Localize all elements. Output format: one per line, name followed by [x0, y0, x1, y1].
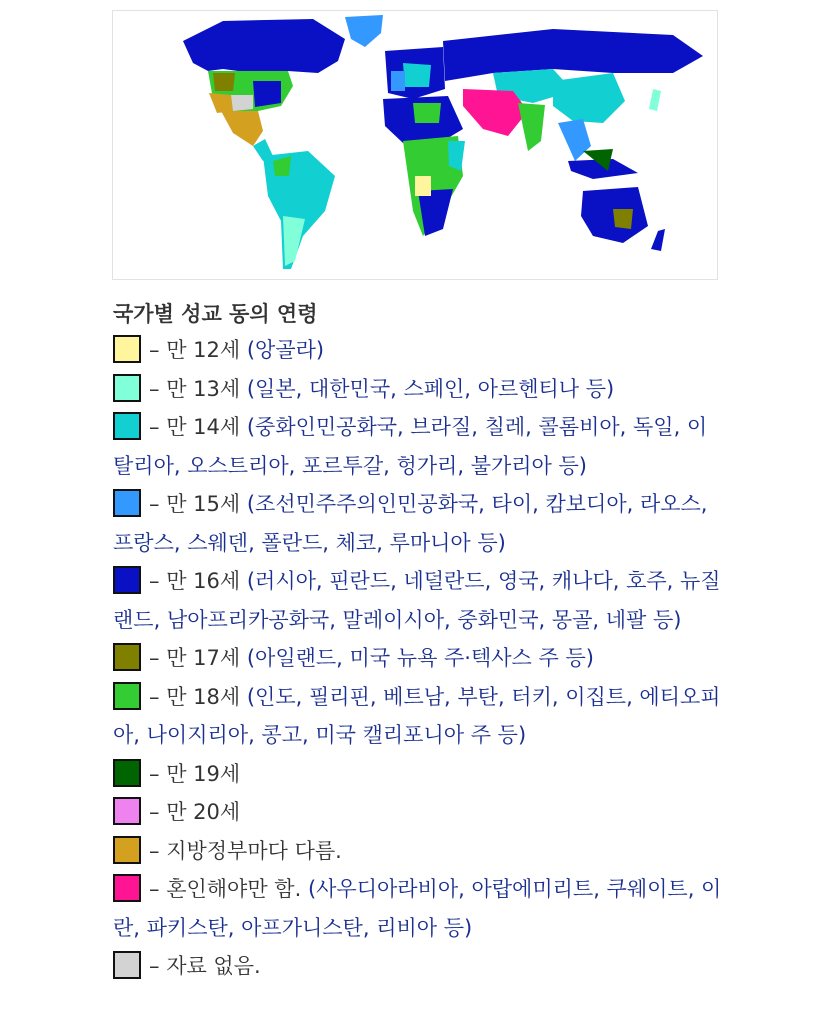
legend-label: 만 14세: [166, 415, 247, 439]
region-australia-olive: [613, 209, 633, 229]
region-russia: [443, 29, 703, 81]
legend-dash: –: [149, 838, 167, 863]
legend-examples: (사우디아라비아, 아랍에미리트, 쿠웨이트, 이란, 파키스탄, 아프가니스탄, 리비아 등): [113, 877, 722, 940]
legend: [113, 331, 723, 986]
legend-item: [113, 947, 723, 986]
legend-dash: –: [149, 569, 167, 593]
region-argentina: [283, 216, 305, 266]
legend-examples: (조선민주주의인민공화국, 타이, 캄보디아, 라오스, 프랑스, 스웨덴, 폴란드, 체코, 루마니아 등): [113, 492, 708, 555]
legend-swatch: [113, 682, 141, 710]
world-map-graphic: [113, 11, 717, 279]
legend-label: 지방정부마다 다름.: [166, 838, 342, 863]
legend-dash: –: [149, 338, 167, 362]
legend-swatch: [113, 874, 141, 902]
legend-dash: –: [149, 954, 167, 978]
legend-item: [113, 870, 723, 947]
legend-swatch: [113, 643, 141, 671]
region-europe-blue: [391, 71, 405, 91]
legend-swatch: [113, 836, 141, 864]
legend-swatch: [113, 951, 141, 979]
legend-item: [113, 485, 723, 562]
legend-label: 만 18세: [166, 684, 247, 709]
legend-examples: (러시아, 핀란드, 네덜란드, 영국, 캐나다, 호주, 뉴질랜드, 남아프리카공화국, 말레이시아, 중화민국, 몽골, 네팔 등): [113, 569, 721, 632]
legend-item: [113, 562, 723, 639]
legend-label: 만 17세: [166, 646, 247, 670]
region-china: [553, 73, 625, 123]
region-angola: [415, 176, 431, 196]
legend-label: 만 15세: [166, 492, 247, 516]
legend-label: 만 13세: [166, 376, 247, 401]
legend-examples: (인도, 필리핀, 베트남, 부탄, 터키, 이집트, 에티오피아, 나이지리아, 콩고, 미국 캘리포니아 주 등): [113, 684, 721, 747]
legend-dash: –: [149, 684, 167, 709]
legend-dash: –: [149, 415, 167, 439]
legend-label: 만 19세: [166, 761, 241, 786]
legend-item: [113, 832, 723, 871]
region-usa-blue: [253, 81, 281, 107]
legend-swatch: [113, 374, 141, 402]
region-usa-gray: [231, 95, 253, 111]
region-mexico: [221, 111, 263, 146]
legend-label: 만 16세: [166, 569, 247, 593]
legend-item: [113, 408, 723, 485]
legend-dash: –: [149, 877, 167, 901]
legend-swatch: [113, 412, 141, 440]
region-india: [518, 103, 545, 151]
legend-label: 혼인해야만 함.: [166, 877, 308, 901]
legend-label: 만 12세: [166, 338, 247, 362]
legend-dash: –: [149, 800, 167, 824]
legend-item: [113, 639, 723, 678]
legend-item: [113, 755, 723, 794]
region-europe-cyan: [403, 63, 431, 87]
legend-examples: (아일랜드, 미국 뉴욕 주·텍사스 주 등): [246, 646, 594, 670]
region-japan: [649, 89, 661, 111]
legend-swatch: [113, 335, 141, 363]
region-se-asia: [558, 119, 591, 161]
region-new-zealand: [651, 229, 665, 251]
legend-title: 국가별 성교 동의 연령: [113, 302, 318, 326]
legend-item: [113, 331, 723, 370]
legend-item: [113, 678, 723, 755]
legend-swatch: [113, 797, 141, 825]
region-usa-olive: [213, 73, 235, 91]
legend-dash: –: [149, 376, 167, 401]
legend-examples: (앙골라): [246, 338, 325, 362]
legend-examples: (중화인민공화국, 브라질, 칠레, 콜롬비아, 독일, 이탈리아, 오스트리아, 포르투갈, 헝가리, 불가리아 등): [113, 415, 708, 478]
legend-dash: –: [149, 492, 167, 516]
legend-label: 만 20세: [166, 800, 241, 824]
legend-dash: –: [149, 646, 167, 670]
region-south-america: [263, 151, 335, 269]
world-map: [112, 10, 718, 280]
legend-item: [113, 370, 723, 409]
legend-label: 자료 없음.: [166, 954, 261, 978]
region-usa-gold: [209, 93, 233, 113]
region-greenland: [345, 15, 383, 47]
legend-dash: –: [149, 761, 167, 786]
legend-examples: (일본, 대한민국, 스페인, 아르헨티나 등): [246, 376, 615, 401]
legend-swatch: [113, 759, 141, 787]
region-africa-libya: [413, 103, 441, 123]
region-africa-east: [448, 141, 465, 171]
region-canada: [183, 19, 345, 73]
legend-item: [113, 793, 723, 832]
legend-swatch: [113, 489, 141, 517]
legend-swatch: [113, 566, 141, 594]
